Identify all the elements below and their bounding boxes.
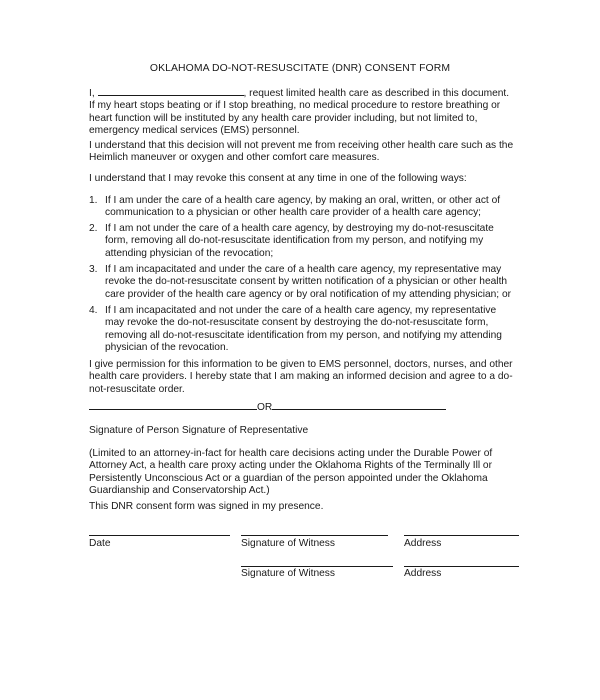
witness-signature-line-2[interactable] [241,566,393,567]
date-line[interactable] [89,535,230,536]
intro-prefix: I, [89,88,95,99]
list-item [89,223,514,260]
list-item-text: If I am not under the care of a health care agency, by destroying my do-not-resuscitate form, removing all do-not-resuscitate identification from my person, and notifying my attending physician of the revocation; [105,223,494,259]
signature-or-row [89,400,446,414]
list-item-number: 1. [89,195,98,206]
list-item-text: If I am under the care of a health care agency, by making an oral, written, or other act of communication to a physician or other health care provider of a health care agency; [105,195,501,219]
list-item-number: 4. [89,305,98,316]
address-line-1[interactable] [404,535,519,536]
permission-paragraph: I give permission for this information to be given to EMS personnel, doctors, nurses, and other health care providers. I hereby state that I am making an informed decision and agree to a do-not-resuscitate order. [89,359,513,395]
witness-signature-line-1[interactable] [241,535,388,536]
intro-paragraph [89,86,514,138]
revoke-intro: I understand that I may revoke this consent at any time in one of the following ways: [89,173,467,184]
list-item-text: If I am incapacitated and not under the care of a health care agency, my representative may revoke the do-not-resuscitate consent by destroying the do-not-resuscitate form, removing all do-not-resuscitate identification from my person, and notifying my attending physician of the revocation. [105,305,502,354]
name-blank-line[interactable] [98,86,244,96]
understand-paragraph: I understand that this decision will not prevent me from receiving other health care such as the Heimlich maneuver or oxygen and other comfort care measures. [89,140,514,164]
representative-signature-line[interactable] [272,400,446,410]
witness-label-1: Signature of Witness [241,538,335,549]
address-line-2[interactable] [404,566,519,567]
date-label: Date [89,538,111,549]
list-item-text: If I am incapacitated and under the care of a health care agency, my representative may revoke the do-not-resuscitate consent by written notification of a physician or other health care provider of the health care agency or by oral notification of my attending physician; or [105,264,512,300]
page-title: OKLAHOMA DO-NOT-RESUSCITATE (DNR) CONSENT FORM [149,63,451,74]
or-label: OR [257,402,273,413]
limited-paragraph: (Limited to an attorney-in-fact for health care decisions acting under the Durable Power of Attorney Act, a health care proxy acting under the Oklahoma Rights of the Terminally Ill or Persistently Unconscious Act or a guardian of the person appointed under the Oklahoma Guardianship and Conservatorship Act.) [89,448,493,497]
witness-statement: This DNR consent form was signed in my presence. [89,501,324,512]
witness-label-2: Signature of Witness [241,568,335,579]
address-label-1: Address [404,538,442,549]
list-item [89,195,514,220]
list-item-number: 2. [89,223,98,234]
person-signature-line[interactable] [89,400,257,410]
signature-caption: Signature of Person Signature of Representative [89,425,309,436]
list-item [89,305,514,355]
intro-suffix: , request limited health care as described in this document. If my heart stops beating or if I stop breathing, no medical procedure to restore breathing or heart function will be instituted by any health care provider including, but not limited to, emergency medical services (EMS) personnel. [89,88,510,137]
list-item-number: 3. [89,264,98,275]
address-label-2: Address [404,568,442,579]
list-item [89,264,514,301]
